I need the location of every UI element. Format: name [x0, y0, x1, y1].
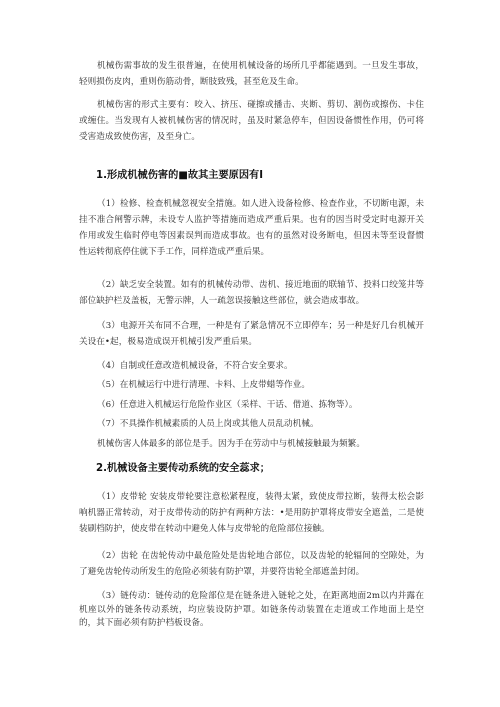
- cause-item-4: （4）自制或任意改造机械设备，不符合安全要求。: [97, 361, 293, 371]
- section-heading-transmission: 2.机械设备主要传动系统的安全蕊求；: [96, 463, 270, 474]
- section-heading-causes: 1.形成机械伤害的■故其主要原因有I: [96, 170, 263, 181]
- transmission-item-belt: （1）皮带轮 安装皮带轮要注意松紧程度，装得太紧，致使皮带拉断，装得太松会影响机器正常转动，对于皮带传动的防护有两种方法：•是用防护罩将皮带安全遮盖，二是使装刷档防护，使皮带在转动中避免人体与皮带轮的危险部位接触。: [79, 492, 424, 534]
- transmission-item-chain: （3）链传动：链传动的危险部位是在链条进入链轮之处，在距离地面2m以内并露在机座以外的链条传动系统，均应装设防护罩。如链条传动装置在走道或工作地面上是空的，其下面必须有防护档板设备。: [79, 591, 424, 628]
- transmission-item-gear: （2）齿轮 在齿轮传动中最危险处是齿轮地合部位，以及齿轮的轮辐间的空隙处，为了避免齿轮传动所发生的危险必须装有防护罩，并要符齿轮全部遮盖封闭。: [79, 551, 424, 577]
- cause-item-6: （6）任意进入机械运行危险作业区（采样、干话、借道、拣物等）。: [97, 400, 358, 410]
- cause-item-7: （7）不具操作机械素质的人员上岗或其他人员乱动机械。: [97, 419, 319, 429]
- intro-paragraph-accidents: 机械伤需事故的发生很普遍，在使用机械设备的场所几乎都能遇到。一旦发生事故，轻则损伤皮肉，重则伤筋动骨，断肢致残，甚至危及生命。: [79, 61, 424, 87]
- cause-item-1: （1）检修、检查机械忽视安全措施。如人进入设备检修、检查作业，不切断电源，未挂不准合闸警示牌，未设专人监护等措施而造成严重后果。也有的因当时受定时电源开关作用或发生临时停电等因素误判而造成事故。也有的虽然对设务断电，但因未等至设督惯性运转彻底停住就下手工作，同样造成严重后果。: [79, 199, 424, 257]
- hand-injury-note: 机械伤害人体最多的部位是手。因为手在劳动中与机械接触最为频繁。: [97, 439, 365, 449]
- intro-paragraph-injury-forms: 机械伤害的形式主要有：咬入、挤压、碰擦或播击、夹断、剪切、割伤或擦伤、卡住或缠住。当发现有人被机械伤害的情况时，虽及时紧急停车，但因设备惯性作用，仍可将受害造成致使伤害，及至身亡。: [79, 100, 424, 142]
- cause-item-2: （2）缺乏安全装置。如有的机械传动带、齿机、接近地面的联轴节、投料口绞笼井等部位缺护栏及盖板，无警示牌，人一疏忽误接触这些部位，就会造成事故。: [79, 280, 424, 306]
- cause-item-3: （3）电源开关布同不合理，一种是有了紧急情况不立即停车；另一种是好几台机械开关设在•起，极易造成误开机械引发严重后果。: [79, 321, 424, 347]
- cause-item-5: （5）在机械运行中进行清理、卡料、上皮带蜡等作业。: [97, 380, 310, 390]
